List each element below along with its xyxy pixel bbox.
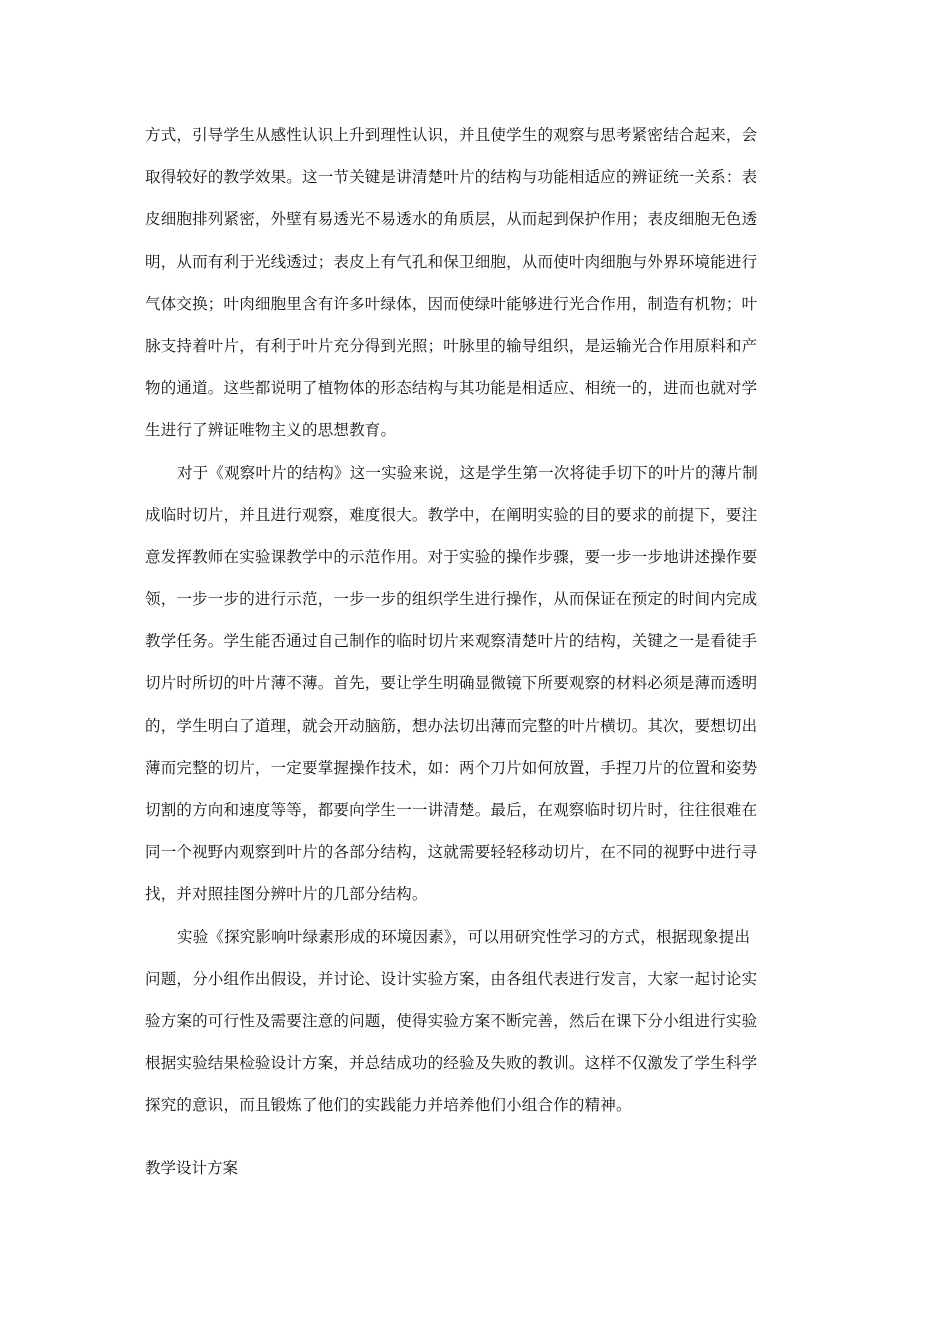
text-line: 同一个视野内观察到叶片的各部分结构，这就需要轻轻移动切片，在不同的视野中进行寻 (145, 843, 758, 862)
text-line: 成临时切片，并且进行观察，难度很大。教学中，在阐明实验的目的要求的前提下，要注 (145, 505, 758, 524)
text-line: 根据实验结果检验设计方案，并总结成功的经验及失败的教训。这样不仅激发了学生科学 (145, 1054, 758, 1073)
text-line: 皮细胞排列紧密，外壁有易透光不易透水的角质层，从而起到保护作用；表皮细胞无色透 (145, 210, 758, 229)
text-line: 领，一步一步的进行示范，一步一步的组织学生进行操作，从而保证在预定的时间内完成 (145, 590, 758, 609)
paragraph-chlorophyll-experiment (145, 916, 807, 1127)
text-line: 意发挥教师在实验课教学中的示范作用。对于实验的操作步骤，要一步一步地讲述操作要 (145, 547, 758, 566)
text-line: 脉支持着叶片，有利于叶片充分得到光照；叶脉里的输导组织，是运输光合作用原料和产 (145, 336, 758, 355)
text-line: 切片时所切的叶片薄不薄。首先，要让学生明确显微镜下所要观察的材料必须是薄而透明 (145, 674, 758, 693)
text-line: 切割的方向和速度等等，都要向学生一一讲清楚。最后，在观察临时切片时，往往很难在 (145, 801, 758, 819)
text-line: 方式，引导学生从感性认识上升到理性认识，并且使学生的观察与思考紧密结合起来，会 (145, 126, 758, 144)
text-line: 薄而完整的切片，一定要掌握操作技术，如：两个刀片如何放置，手捏刀片的位置和姿势 (145, 758, 758, 777)
paragraph-leaf-section-experiment (145, 452, 807, 916)
text-line: 探究的意识，而且锻炼了他们的实践能力并培养他们小组合作的精神。 (145, 1096, 632, 1115)
text-line: 验方案的可行性及需要注意的问题，使得实验方案不断完善，然后在课下分小组进行实验 (145, 1011, 758, 1030)
text-line: 教学任务。学生能否通过自己制作的临时切片来观察清楚叶片的结构，关键之一是看徒手 (145, 632, 758, 651)
text-line: 的，学生明白了道理，就会开动脑筋，想办法切出薄而完整的叶片横切。其次，要想切出 (145, 716, 758, 735)
text-line: 找，并对照挂图分辨叶片的几部分结构。 (145, 885, 428, 904)
text-line: 对于《观察叶片的结构》这一实验来说，这是学生第一次将徒手切下的叶片的薄片制 (177, 463, 758, 482)
text-line: 明，从而有利于光线透过；表皮上有气孔和保卫细胞，从而使叶肉细胞与外界环境能进行 (145, 252, 758, 271)
text-line: 物的通道。这些都说明了植物体的形态结构与其功能是相适应、相统一的，进而也就对学 (145, 379, 758, 398)
text-line: 问题，分小组作出假设，并讨论、设计实验方案，由各组代表进行发言，大家一起讨论实 (145, 969, 758, 988)
paragraph-leaf-structure-function (145, 114, 807, 452)
section-heading: 教学设计方案 (145, 1159, 239, 1177)
text-line: 取得较好的教学效果。这一节关键是讲清楚叶片的结构与功能相适应的辨证统一关系：表 (145, 168, 758, 187)
text-line: 实验《探究影响叶绿素形成的环境因素》，可以用研究性学习的方式，根据现象提出 (177, 927, 751, 946)
document-body (145, 114, 807, 1127)
text-line: 气体交换；叶肉细胞里含有许多叶绿体，因而使绿叶能够进行光合作用，制造有机物；叶 (145, 294, 758, 313)
text-line: 生进行了辨证唯物主义的思想教育。 (145, 421, 397, 440)
